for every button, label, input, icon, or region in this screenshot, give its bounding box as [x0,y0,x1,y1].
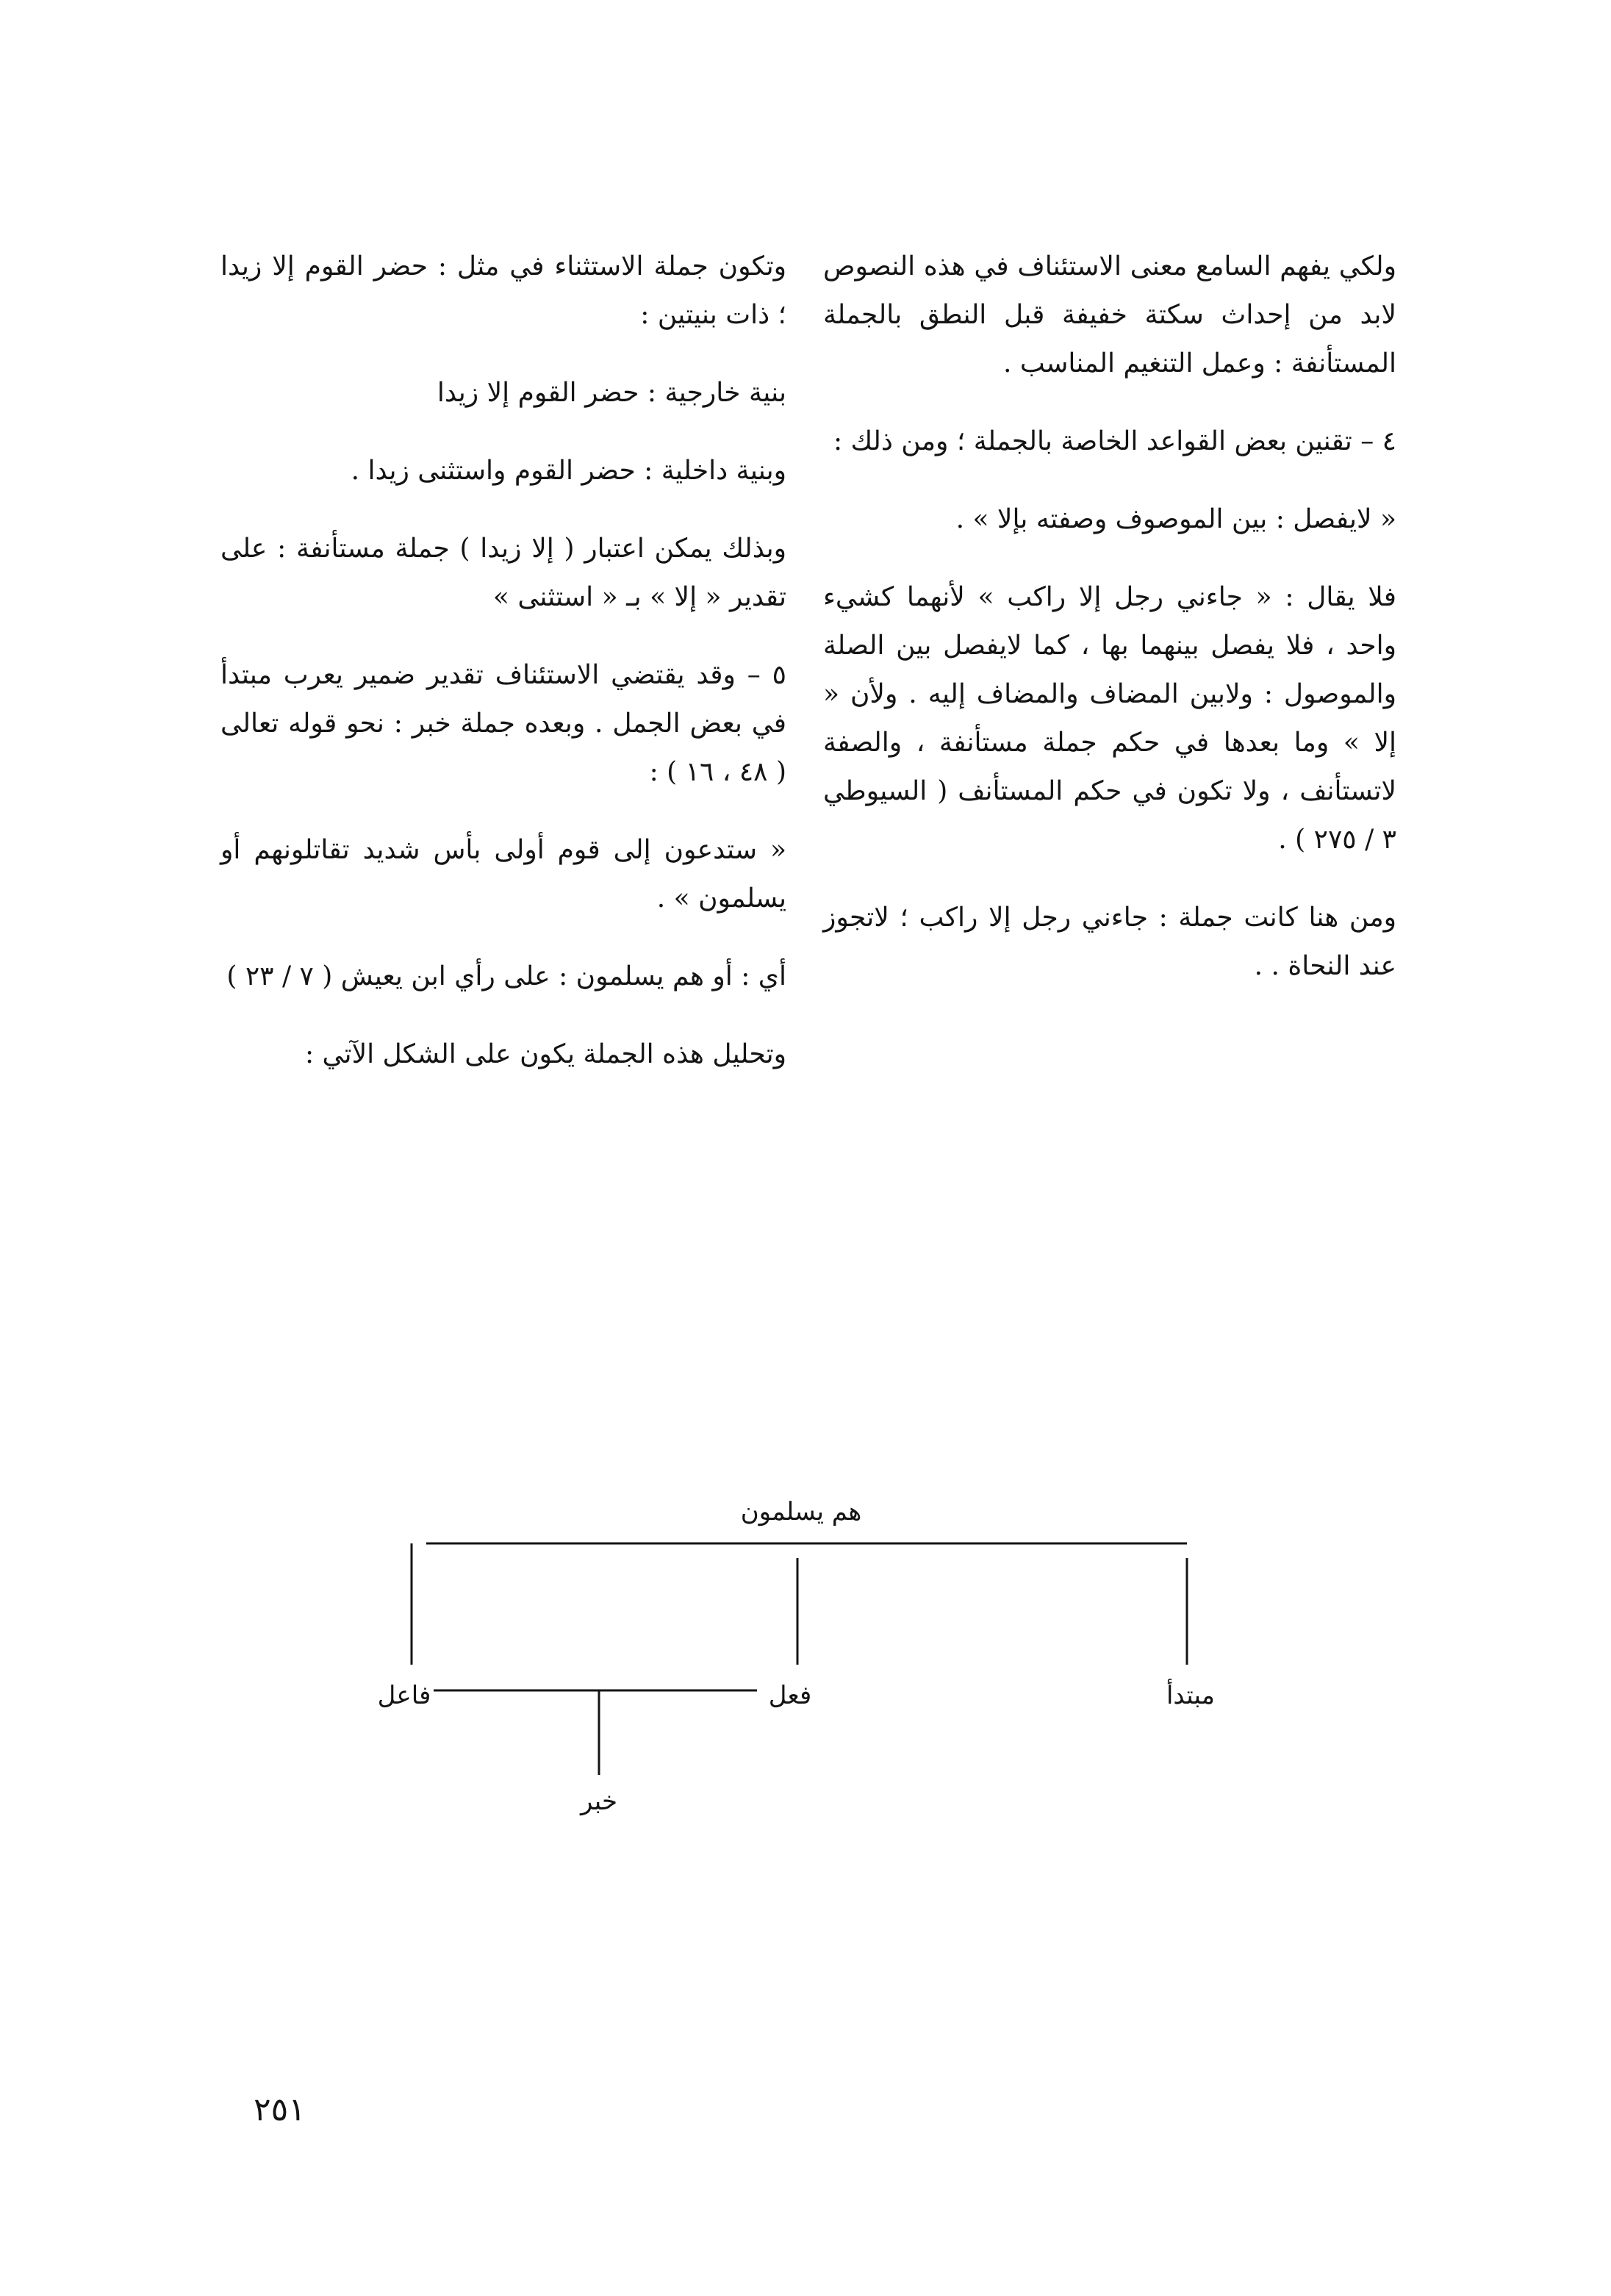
paragraph: بنية خارجية : حضر القوم إلا زيدا [437,378,786,408]
paragraph: ٤ – تقنين بعض القواعد الخاصة بالجملة ؛ ومن ذلك : [833,426,1396,456]
tree-top-label: هم يسلمون [740,1497,862,1527]
paragraph: « ستدعون إلى قوم أولى بأس شديد تقاتلونهم أو يسلمون » . [220,835,786,914]
tree-node-khabar: خبر [580,1787,618,1816]
paragraph: وتحليل هذه الجملة يكون على الشكل الآتي : [304,1039,786,1069]
tree-node-faail: فاعل [377,1681,431,1710]
paragraph: وبنية داخلية : حضر القوم واستثنى زيدا . [351,456,786,486]
paragraph: ولكي يفهم السامع معنى الاستئناف في هذه النصوص لابد من إحداث سكتة خفيفة قبل النطق بالجملة المستأنفة : وعمل التنغيم المناسب . [823,251,1396,379]
tree-node-fiil: فعل [768,1681,812,1710]
paragraph: ٥ – وقد يقتضي الاستئناف تقدير ضمير يعرب مبتدأ في بعض الجمل . وبعده جملة خبر : نحو قوله تعالى ( ٤٨ ، ١٦ ) : [220,660,786,787]
paragraph: « لايفصل : بين الموصوف وصفته بإلا » . [955,504,1396,534]
paragraph: أي : أو هم يسلمون : على رأي ابن يعيش ( ٧ / ٢٣ ) [226,961,786,991]
page-number: ٢٥١ [254,2091,306,2128]
tree-node-mubtada: مبتدأ [1166,1681,1216,1710]
paragraph: ومن هنا كانت جملة : جاءني رجل إلا راكب ؛ لاتجوز عند النحاة . . [823,903,1396,981]
paragraph: وتكون جملة الاستثناء في مثل : حضر القوم إلا زيدا ؛ ذات بنيتين : [220,251,786,330]
tree-lines [412,1543,1187,1775]
paragraph: وبذلك يمكن اعتبار ( إلا زيدا ) جملة مستأنفة : على تقدير « إلا » بـ « استثنى » [220,534,786,612]
paragraph: فلا يقال : « جاءني رجل إلا راكب » لأنهما كشيء واحد ، فلا يفصل بينهما بها ، كما لايفصل بين الصلة والموصول : ولابين المضاف والمضاف إليه . ولأن « إلا » وما بعدها في حكم جملة مستأنفة ، والصفة لاتستأنف ، ولا تكون في حكم المستأنف ( السيوطي ٣ / ٢٧٥ ) . [823,582,1396,855]
